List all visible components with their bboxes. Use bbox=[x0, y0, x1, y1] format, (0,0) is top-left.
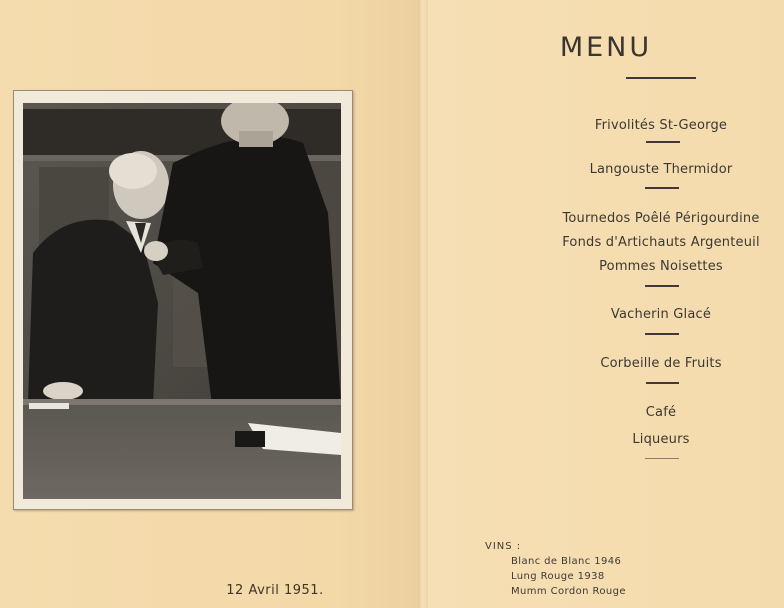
course-divider bbox=[645, 187, 679, 189]
course-liqueurs: Liqueurs bbox=[632, 432, 690, 447]
wines-label: VINS : bbox=[485, 541, 522, 552]
course-frivolites: Frivolités St-George bbox=[594, 118, 728, 133]
photo-mount bbox=[13, 90, 353, 510]
wine-item: Lung Rouge 1938 bbox=[511, 571, 605, 582]
course-divider bbox=[646, 382, 679, 384]
center-fold bbox=[418, 0, 428, 608]
course-tournedos: Tournedos Poêlé Périgourdine bbox=[562, 211, 760, 226]
course-fruits: Corbeille de Fruits bbox=[600, 356, 722, 371]
course-divider bbox=[645, 458, 679, 459]
menu-title: MENU bbox=[559, 32, 653, 63]
course-divider bbox=[646, 141, 680, 143]
wine-item: Mumm Cordon Rouge bbox=[511, 586, 626, 597]
ceremony-photo bbox=[23, 103, 341, 499]
menu-date: 12 Avril 1951. bbox=[226, 583, 324, 598]
course-cafe: Café bbox=[645, 405, 677, 420]
wine-item: Blanc de Blanc 1946 bbox=[511, 556, 622, 567]
course-divider bbox=[645, 333, 679, 335]
course-divider bbox=[645, 285, 679, 287]
right-page bbox=[428, 0, 784, 608]
course-langouste: Langouste Thermidor bbox=[589, 162, 733, 177]
ceremony-photo-illustration bbox=[23, 103, 341, 499]
course-pommes: Pommes Noisettes bbox=[599, 259, 723, 274]
course-vacherin: Vacherin Glacé bbox=[610, 307, 712, 322]
title-rule bbox=[626, 77, 696, 79]
course-artichauts: Fonds d'Artichauts Argenteuil bbox=[562, 235, 760, 250]
